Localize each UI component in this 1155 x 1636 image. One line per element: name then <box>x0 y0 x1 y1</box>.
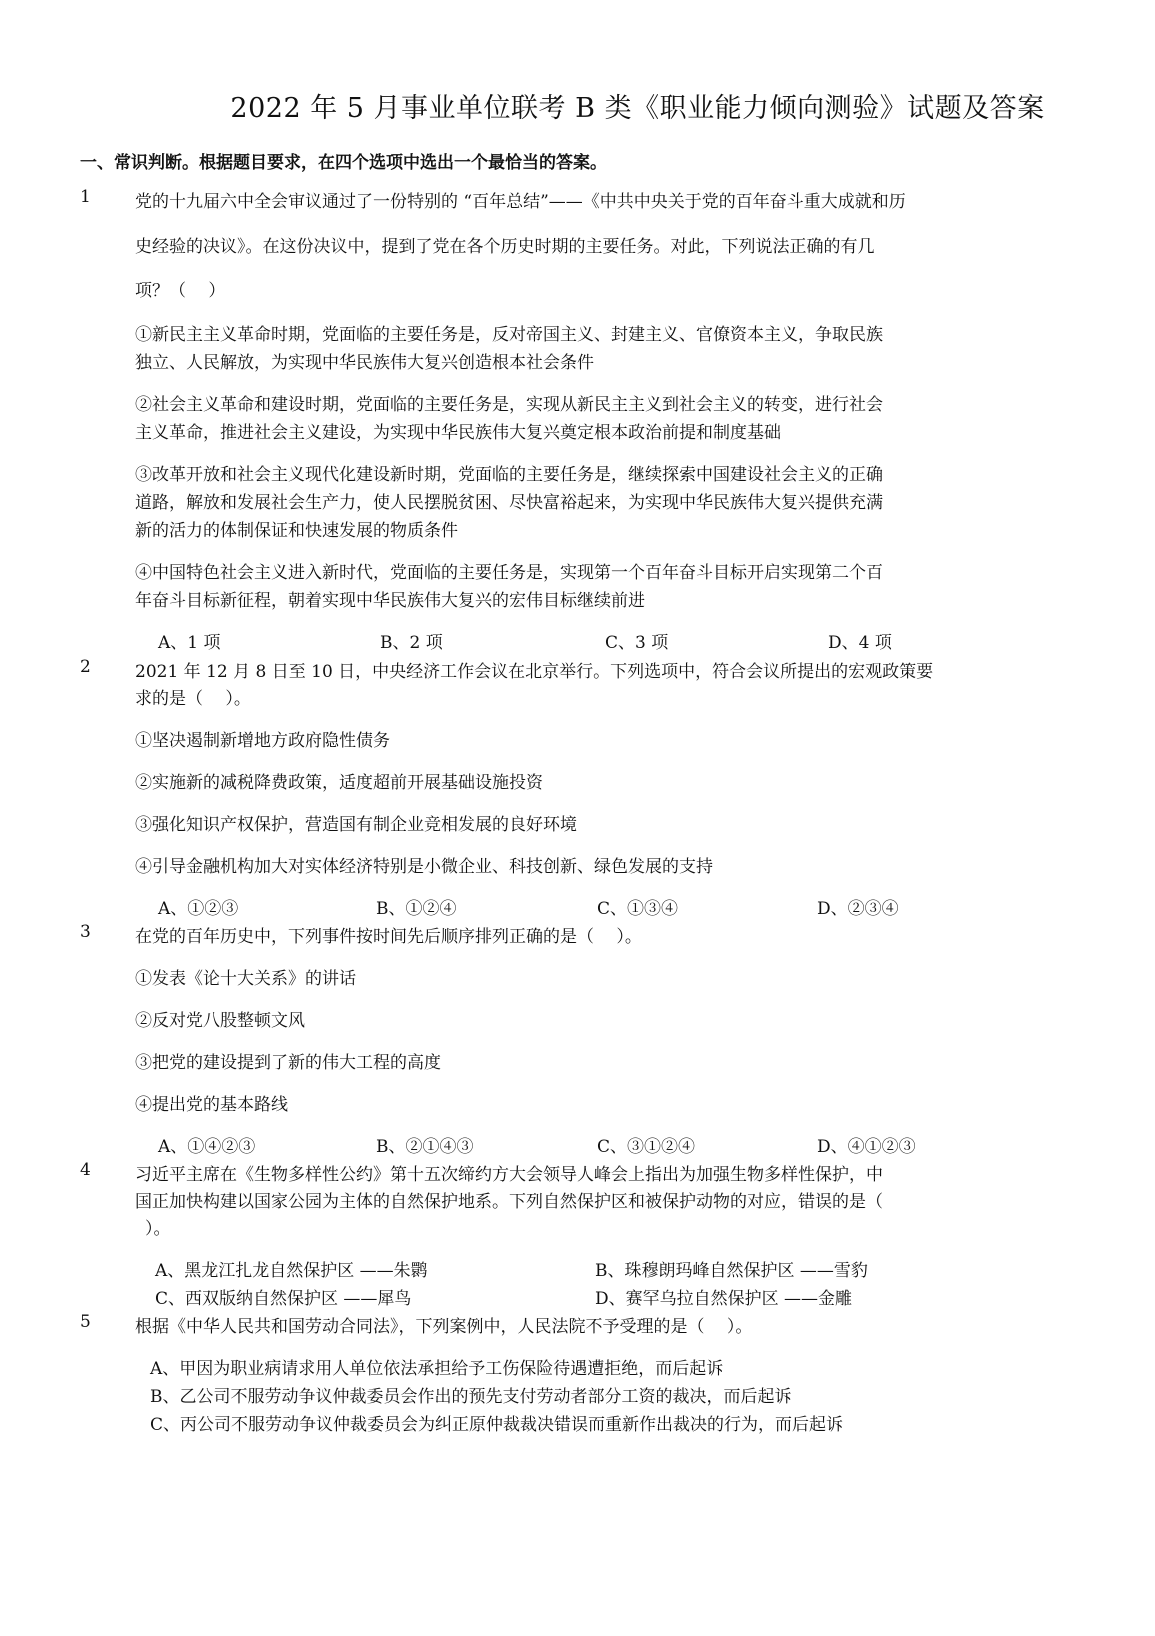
question-2-item-2: ②实施新的减税降费政策，适度超前开展基础设施投资 <box>135 773 543 793</box>
question-3-stem-line: 在党的百年历史中，下列事件按时间先后顺序排列正确的是（ ）。 <box>135 927 642 947</box>
question-4-number: 4 <box>80 1160 91 1180</box>
page-title: 2022 年 5 月事业单位联考 B 类《职业能力倾向测验》试题及答案 <box>230 93 1045 124</box>
question-2-stem-line: 2021 年 12 月 8 日至 10 日，中央经济工作会议在北京举行。下列选项中，符合会议所提出的宏观政策要 <box>135 662 934 682</box>
question-1-item-3: ③改革开放和社会主义现代化建设新时期，党面临的主要任务是，继续探索中国建设社会主义的正确 <box>135 465 883 485</box>
question-1-item-2: ②社会主义革命和建设时期，党面临的主要任务是，实现从新民主主义到社会主义的转变，进行社会 <box>135 395 883 415</box>
question-4-stem-line: 习近平主席在《生物多样性公约》第十五次缔约方大会领导人峰会上指出为加强生物多样性保护，中 <box>135 1165 883 1185</box>
question-3-item-1: ①发表《论十大关系》的讲话 <box>135 969 356 989</box>
question-2-stem-line: 求的是（ ）。 <box>135 689 251 709</box>
question-2-number: 2 <box>80 657 91 677</box>
question-2-option-c: C、①③④ <box>597 899 679 919</box>
question-1-item-3-cont: 新的活力的体制保证和快速发展的物质条件 <box>135 521 458 541</box>
question-4-stem-line: 国正加快构建以国家公园为主体的自然保护地系。下列自然保护区和被保护动物的对应，错误的是（ <box>135 1192 883 1212</box>
question-2-item-3: ③强化知识产权保护，营造国有制企业竞相发展的良好环境 <box>135 815 577 835</box>
question-3-item-2: ②反对党八股整顿文风 <box>135 1011 305 1031</box>
question-4-option-a: A、黑龙江扎龙自然保护区 ——朱鹮 <box>155 1261 428 1281</box>
question-5-option-a: A、甲因为职业病请求用人单位依法承担给予工伤保险待遇遭拒绝，而后起诉 <box>150 1359 724 1379</box>
question-4-option-c: C、西双版纳自然保护区 ——犀鸟 <box>155 1289 412 1309</box>
question-1-item-1: ①新民主主义革命时期，党面临的主要任务是，反对帝国主义、封建主义、官僚资本主义，争取民族 <box>135 325 883 345</box>
question-2-option-b: B、①②④ <box>376 899 457 919</box>
question-3-option-c: C、③①②④ <box>597 1137 696 1157</box>
question-1-item-2-cont: 主义革命，推进社会主义建设，为实现中华民族伟大复兴奠定根本政治前提和制度基础 <box>135 423 781 443</box>
question-1-item-4-cont: 年奋斗目标新征程，朝着实现中华民族伟大复兴的宏伟目标继续前进 <box>135 591 645 611</box>
question-2-item-1: ①坚决遏制新增地方政府隐性债务 <box>135 731 390 751</box>
question-1-item-4: ④中国特色社会主义进入新时代，党面临的主要任务是，实现第一个百年奋斗目标开启实现第二个百 <box>135 563 883 583</box>
question-1-number: 1 <box>80 187 91 207</box>
question-2-item-4: ④引导金融机构加大对实体经济特别是小微企业、科技创新、绿色发展的支持 <box>135 857 713 877</box>
question-1-option-b: B、2 项 <box>380 633 443 653</box>
question-5-stem-line: 根据《中华人民共和国劳动合同法》，下列案例中，人民法院不予受理的是（ ）。 <box>135 1317 753 1337</box>
question-3-option-d: D、④①②③ <box>817 1137 916 1157</box>
question-1-item-1-cont: 独立、人民解放，为实现中华民族伟大复兴创造根本社会条件 <box>135 353 594 373</box>
question-3-option-a: A、①④②③ <box>158 1137 256 1157</box>
question-4-option-b: B、珠穆朗玛峰自然保护区 ——雪豹 <box>595 1261 868 1281</box>
question-1-option-c: C、3 项 <box>605 633 669 653</box>
question-3-option-b: B、②①④③ <box>376 1137 474 1157</box>
question-3-item-4: ④提出党的基本路线 <box>135 1095 288 1115</box>
question-5-number: 5 <box>80 1312 91 1332</box>
question-3-number: 3 <box>80 922 91 942</box>
question-1-item-3-cont: 道路，解放和发展社会生产力，使人民摆脱贫困、尽快富裕起来，为实现中华民族伟大复兴提供充满 <box>135 493 883 513</box>
question-2-option-a: A、①②③ <box>158 899 239 919</box>
question-4-stem-line: ）。 <box>145 1219 171 1239</box>
question-3-item-3: ③把党的建设提到了新的伟大工程的高度 <box>135 1053 441 1073</box>
question-2-option-d: D、②③④ <box>817 899 899 919</box>
question-5-option-c: C、丙公司不服劳动争议仲裁委员会为纠正原仲裁裁决错误而重新作出裁决的行为，而后起诉 <box>150 1415 844 1435</box>
question-1-stem-line: 史经验的决议》。在这份决议中，提到了党在各个历史时期的主要任务。对此，下列说法正确的有几 <box>135 237 875 257</box>
question-1-option-a: A、1 项 <box>158 633 221 653</box>
question-5-option-b: B、乙公司不服劳动争议仲裁委员会作出的预先支付劳动者部分工资的裁决，而后起诉 <box>150 1387 792 1407</box>
question-1-stem-line: 党的十九届六中全会审议通过了一份特别的 “百年总结”——《中共中央关于党的百年奋斗重大成就和历 <box>135 192 906 212</box>
section-heading: 一、常识判断。根据题目要求，在四个选项中选出一个最恰当的答案。 <box>80 153 607 173</box>
question-1-option-d: D、4 项 <box>828 633 892 653</box>
question-1-stem-line: 项？（ ） <box>135 281 226 301</box>
question-4-option-d: D、赛罕乌拉自然保护区 ——金雕 <box>595 1289 853 1309</box>
